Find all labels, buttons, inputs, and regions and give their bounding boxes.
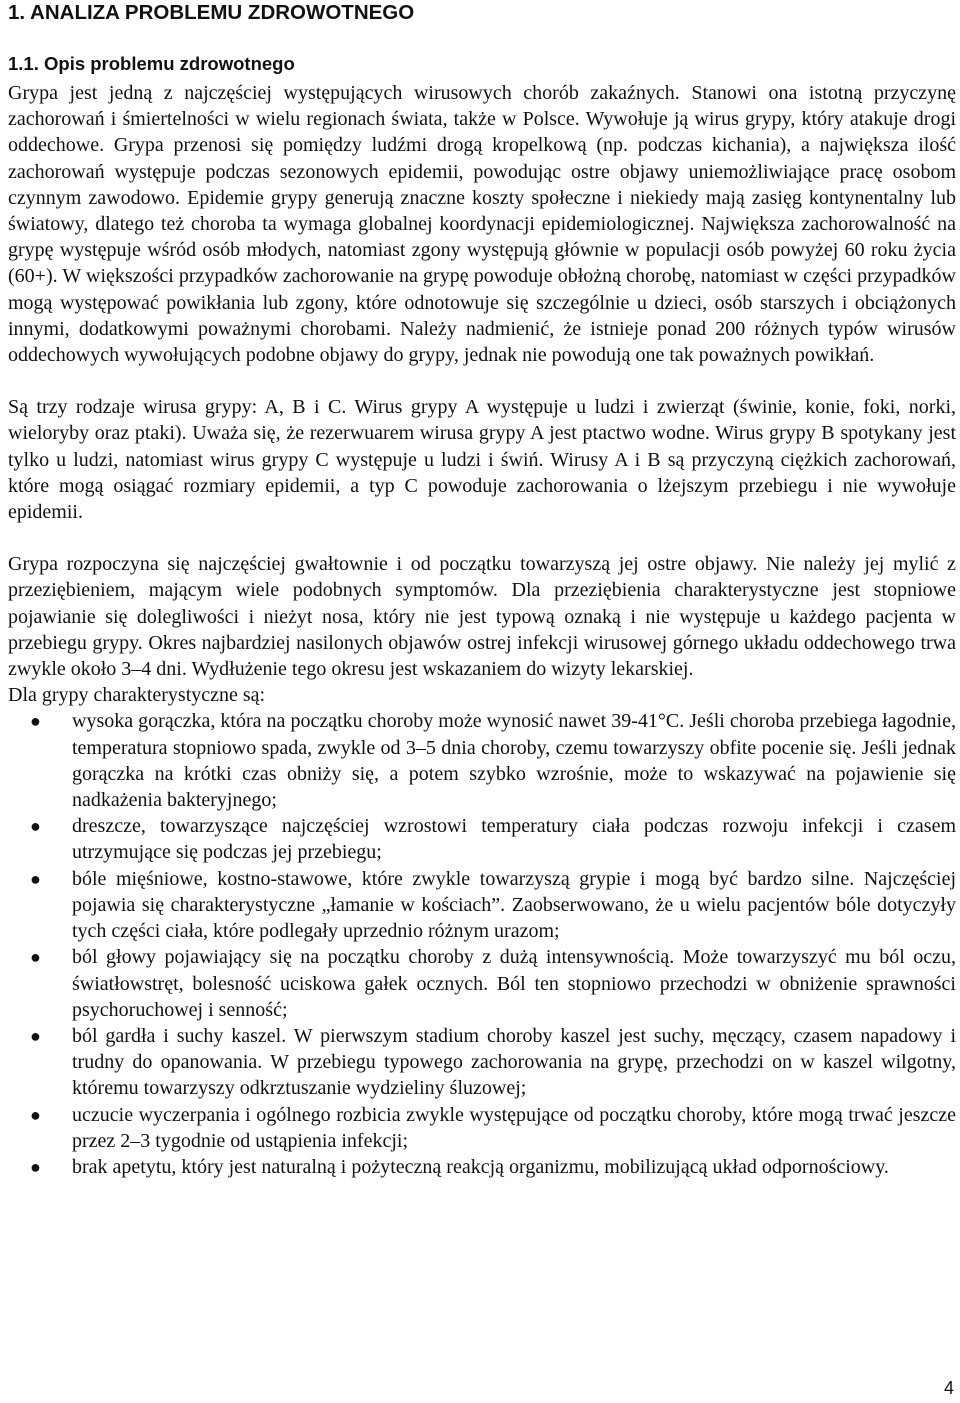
bullet-icon: ● [30, 1104, 41, 1125]
list-item [8, 708, 956, 813]
list-item [8, 1102, 956, 1154]
bullet-icon: ● [30, 816, 41, 837]
bullet-icon: ● [30, 947, 41, 968]
paragraph-intro: Grypa jest jedną z najczęściej występujących wirusowych chorób zakaźnych. Stanowi ona istotną przyczynę zachorowań i śmiertelności w wielu regionach świata, także w Polsce. Wywołuje ją wirus grypy, który atakuje drogi oddechowe. Grypa przenosi się pomiędzy ludźmi drogą kropelkową (np. podczas kichania), a największa ilość zachorowań występuje podczas sezonowych epidemii, powodując ostre objawy uniemożliwiające pracę osobom czynnym zawodowo. Epidemie grypy generują znaczne koszty społeczne i niekiedy mają zasięg kontynentalny lub światowy, dlatego też choroba ta wymaga globalnej koordynacji epidemiologicznej. Największa zachorowalność na grypę występuje wśród osób młodych, natomiast zgony występują głównie w populacji osób powyżej 60 roku życia (60+). W większości przypadków zachorowanie na grypę powoduje obłożną chorobę, natomiast w części przypadków mogą występować powikłania lub zgony, które odnotowuje się szczególnie u dzieci, osób starszych i obciążonych innymi, dodatkowymi poważnymi chorobami. Należy nadmienić, że istnieje ponad 200 różnych typów wirusów oddechowych wywołujących podobne objawy do grypy, jednak nie powodują one tak poważnych powikłań. [8, 82, 956, 367]
paragraph-onset: Grypa rozpoczyna się najczęściej gwałtownie i od początku towarzyszą jej ostre objawy. Nie należy jej mylić z przeziębieniem, mającym wiele podobnych symptomów. Dla przeziębienia charakterystyczne jest stopniowe pojawianie się dolegliwości i nieżyt nosa, który nie jest typową oznaką i nie występuje u każdego pacjenta w przebiegu grypy. Okres najbardziej nasilonych objawów ostrej infekcji wirusowej górnego układu oddechowego trwa zwykle około 3–4 dni. Wydłużenie tego okresu jest wskazaniem do wizyty lekarskiej. [8, 553, 956, 681]
subsection-heading: 1.1. Opis problemu zdrowotnego [8, 53, 295, 74]
symptom-list [8, 708, 956, 1180]
paragraph-virus-types: Są trzy rodzaje wirusa grypy: A, B i C. Wirus grypy A występuje u ludzi i zwierząt (świnie, konie, foki, norki, wieloryby oraz ptaki). Uważa się, że rezerwuarem wirusa grypy A jest ptactwo wodne. Wirus grypy B spotykany jest tylko u ludzi, natomiast wirus grypy C występuje u ludzi i świń. Wirusy A i B są przyczyną ciężkich zachorowań, które mogą osiągać rozmiary epidemii, a typ C powoduje zachorowania o lżejszym przebiegu i nie wywołuje epidemii. [8, 396, 956, 524]
bullet-icon: ● [30, 1156, 41, 1177]
list-item [8, 1154, 956, 1180]
list-item [8, 1023, 956, 1102]
bullet-icon: ● [30, 868, 41, 889]
paragraph-list-intro: Dla grypy charakterystyczne są: [8, 684, 266, 707]
list-item-text: brak apetytu, który jest naturalną i pożyteczną reakcją organizmu, mobilizującą układ odpornościowy. [72, 1155, 889, 1178]
list-item [8, 944, 956, 1023]
list-item-text: ból gardła i suchy kaszel. W pierwszym stadium choroby kaszel jest suchy, męczący, czasem napadowy i trudny do opanowania. W przebiegu typowego zachorowania na grypę, przechodzi on w kaszel wilgotny, któremu towarzyszy odkrztuszanie wydzieliny śluzowej; [72, 1024, 956, 1100]
list-item-text: uczucie wyczerpania i ogólnego rozbicia zwykle występujące od początku choroby, które mogą trwać jeszcze przez 2–3 tygodnie od ustąpienia infekcji; [72, 1103, 956, 1152]
document-body [8, 80, 956, 1180]
section-heading: 1. ANALIZA PROBLEMU ZDROWOTNEGO [8, 1, 415, 24]
list-item-text: ból głowy pojawiający się na początku choroby z dużą intensywnością. Może towarzyszyć mu ból oczu, światłowstręt, bolesność uciskowa gałek ocznych. Ból ten stopniowo przechodzi w obniżenie sprawności psychoruchowej i senność; [72, 946, 956, 1021]
list-item-text: dreszcze, towarzyszące najczęściej wzrostowi temperatury ciała podczas rozwoju infekcji i czasem utrzymujące się podczas jej przebiegu; [72, 815, 956, 864]
page-number: 4 [943, 1378, 954, 1398]
list-item-text: bóle mięśniowe, kostno-stawowe, które zwykle towarzyszą grypie i mogą być bardzo silne. Najczęściej pojawia się charakterystyczne „łamanie w kościach”. Zaobserwowano, że u wielu pacjentów bóle dotyczyły tych części ciała, które podlegały uprzednio różnym urazom; [72, 867, 956, 943]
bullet-icon: ● [30, 711, 41, 732]
list-item-text: wysoka gorączka, która na początku choroby może wynosić nawet 39-41°C. Jeśli choroba przebiega łagodnie, temperatura stopniowo spada, zwykle od 3–5 dnia choroby, czemu towarzyszy obfite pocenie się. Jeśli jednak gorączka na krótki czas obniży się, a potem szybko wzrośnie, może to wskazywać na pojawienie się nadkażenia bakteryjnego; [72, 710, 956, 812]
bullet-icon: ● [30, 1025, 41, 1046]
list-item [8, 866, 956, 945]
list-item [8, 813, 956, 865]
